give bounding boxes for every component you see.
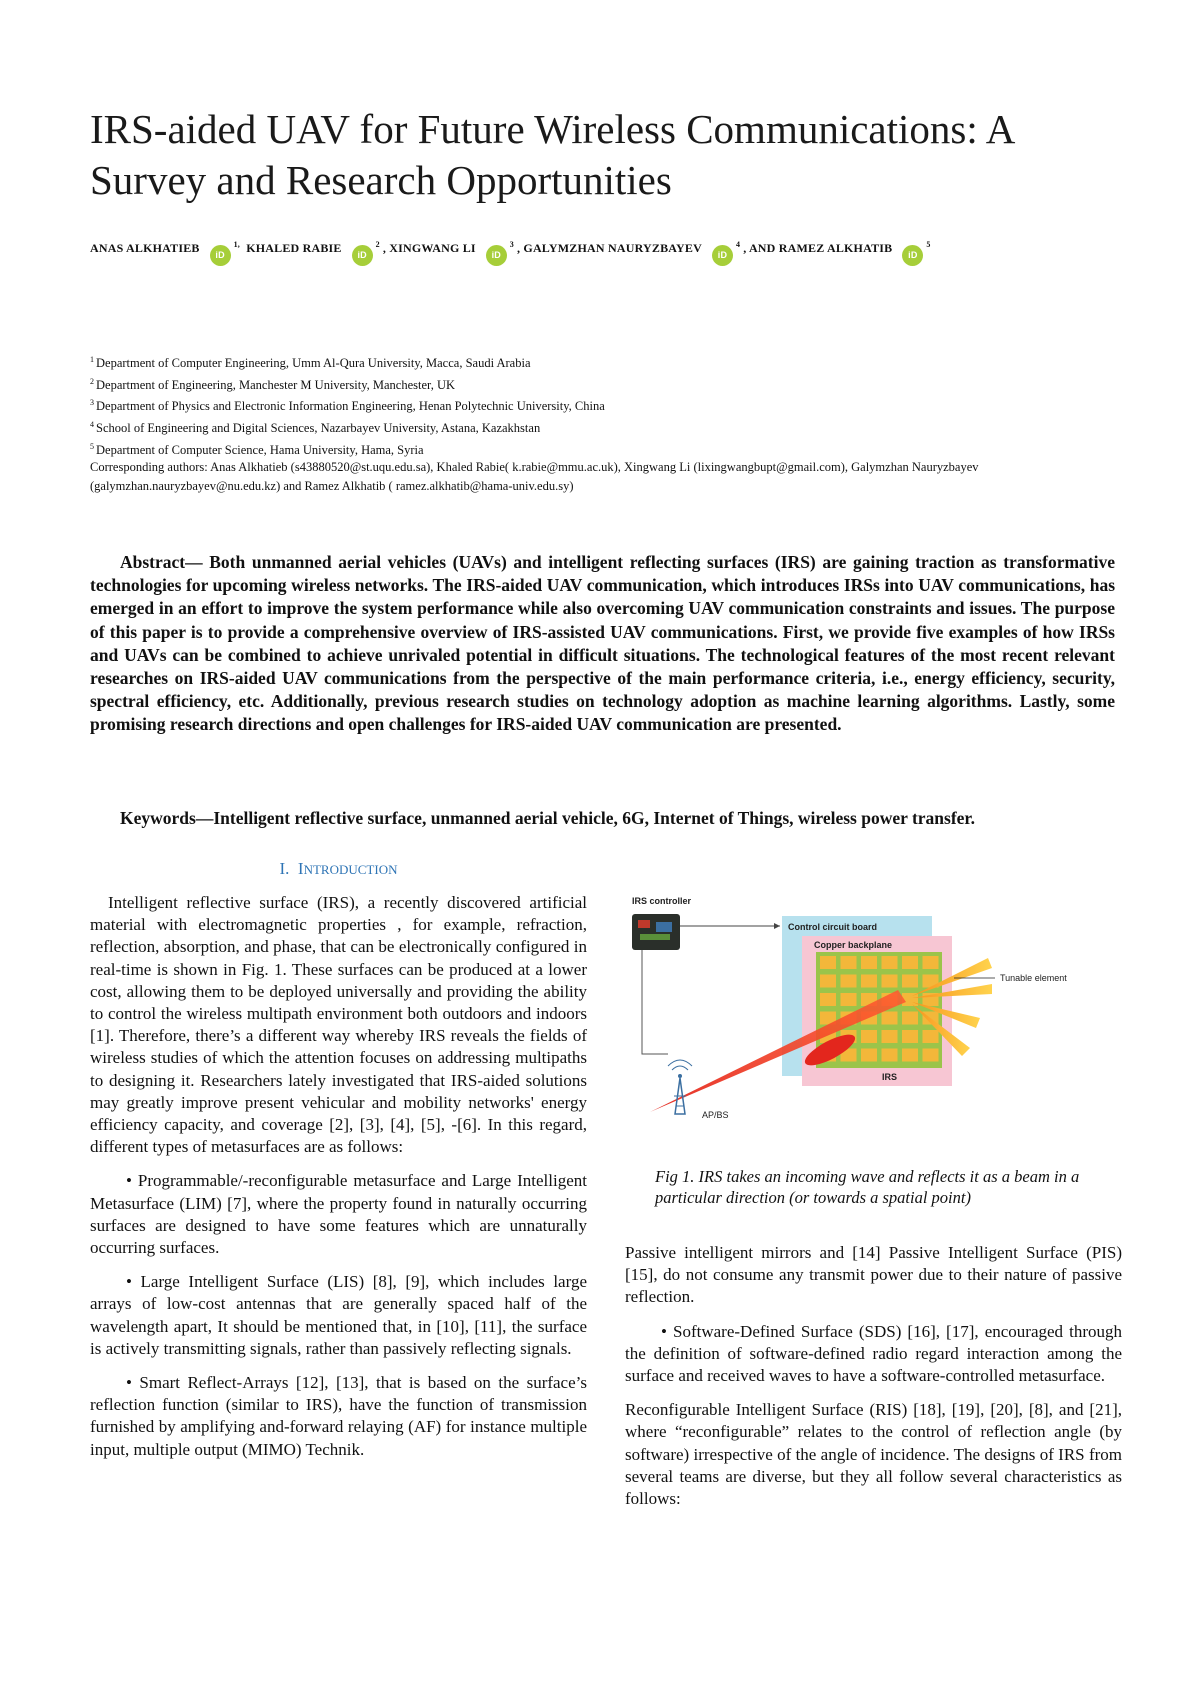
irs-tunable-element xyxy=(841,993,857,1006)
affiliation-text: School of Engineering and Digital Sciences, Nazarbayev University, Astana, Kazakhstan xyxy=(96,421,541,436)
irs-tunable-element xyxy=(902,975,918,988)
abstract: Abstract— Both unmanned aerial vehicles (UAVs) and intelligent reflecting surfaces (IRS) are gaining traction as transformative technologies for upcoming wireless networks. The IRS-aided UAV communication, which introduces IRSs into UAV communications, has emerged in an effort to improve the system performance while also overcoming UAV communication constraints and issues. The purpose of this paper is to provide a comprehensive overview of IRS-assisted UAV communications. First, we provide five examples of how IRSs and UAVs can be combined to achieve unrivaled potential in difficult situations. The technological features of the most recent relevant researches on IRS-aided UAV communications from the perspective of the main performance criteria, i.e., energy efficiency, security, spectral efficiency, etc. Additionally, previous research studies on technology adoption as machine learning algorithms. Lastly, some promising research directions and open challenges for IRS-aided UAV communication are presented. xyxy=(90,552,1115,735)
control-board-label: Control circuit board xyxy=(788,922,878,932)
irs-tunable-element xyxy=(820,956,836,969)
right-column xyxy=(625,1242,1122,1510)
copper-backplane-label: Copper backplane xyxy=(814,940,893,950)
irs-tunable-element xyxy=(882,956,898,969)
irs-tunable-element xyxy=(882,1049,898,1062)
author-affil-number: 3 xyxy=(509,240,514,249)
bullet-item: • Smart Reflect-Arrays [12], [13], that is based on the surface’s reflection function (similar to IRS), have the function of transmission furnished by amplifying and-forward relaying (AF) for instance multiple input, multiple output (MIMO) Technik. xyxy=(90,1373,587,1459)
affiliation-item xyxy=(90,373,1130,395)
affiliation-item xyxy=(90,351,1130,373)
affiliation-text: Department of Engineering, Manchester M University, Manchester, UK xyxy=(96,377,455,392)
orcid-icon[interactable]: iD xyxy=(712,245,733,266)
irs-tunable-element xyxy=(841,975,857,988)
irs-tunable-element xyxy=(861,1049,877,1062)
author-affil-number: 2 xyxy=(375,240,380,249)
irs-tunable-element xyxy=(882,1012,898,1025)
section-heading xyxy=(90,859,587,879)
author-name: RAMEZ ALKHATIB xyxy=(778,241,893,255)
irs-tunable-element xyxy=(923,1049,939,1062)
irs-tunable-element xyxy=(861,975,877,988)
section-title-rest: NTRODUCTION xyxy=(303,862,398,877)
author-separator: , xyxy=(382,241,387,255)
affiliation-list xyxy=(90,351,1130,459)
irs-tunable-element xyxy=(820,975,836,988)
board-chip xyxy=(638,920,650,928)
irs-tunable-element xyxy=(902,1030,918,1043)
orcid-icon[interactable]: iD xyxy=(210,245,231,266)
irs-tunable-element xyxy=(902,1012,918,1025)
author-affil-number: 4 xyxy=(736,240,741,249)
corresponding-authors: Corresponding authors: Anas Alkhatieb (s43880520@st.uqu.edu.sa), Khaled Rabie( k.rabie@mmu.ac.uk), Xingwang Li (lixingwangbupt@gmail.com), Galymzhan Nauryzbayev (galymzhan.nauryzbayev@nu.edu.kz) and Ramez Alkhatib ( ramez.alkhatib@hama-univ.edu.sy) xyxy=(90,460,979,493)
author-name: XINGWANG LI xyxy=(389,241,476,255)
affiliation-text: Department of Computer Engineering, Umm Al-Qura University, Macca, Saudi Arabia xyxy=(96,356,531,371)
irs-tunable-element xyxy=(902,1049,918,1062)
section-title-initial: I xyxy=(297,859,304,878)
affiliation-number: 2 xyxy=(90,376,94,386)
irs-tunable-element xyxy=(902,993,918,1006)
irs-label: IRS xyxy=(882,1072,898,1082)
author-separator: , xyxy=(517,241,521,255)
board-chip xyxy=(656,922,672,932)
body-paragraph: Passive intelligent mirrors and [14] Passive Intelligent Surface (PIS) [15], do not consume any transmit power due to their nature of passive reflection. xyxy=(625,1243,1122,1307)
affiliation-text: Department of Computer Science, Hama University, Hama, Syria xyxy=(96,442,424,457)
orcid-icon[interactable]: iD xyxy=(902,245,923,266)
ap-bs-label: AP/BS xyxy=(702,1110,729,1120)
affiliation-number: 4 xyxy=(90,419,94,429)
affiliation-number: 3 xyxy=(90,398,94,408)
irs-tunable-element xyxy=(820,993,836,1006)
section-number: I. xyxy=(279,859,290,878)
irs-tunable-element xyxy=(882,1030,898,1043)
keywords: Keywords—Intelligent reflective surface, unmanned aerial vehicle, 6G, Internet of Things, wireless power transfer. xyxy=(120,808,975,828)
irs-tunable-element xyxy=(861,956,877,969)
board-chip xyxy=(640,934,670,940)
affiliation-item xyxy=(90,416,1130,438)
body-paragraph: Reconfigurable Intelligent Surface (RIS) [18], [19], [20], [8], and [21], where “reconfigurable” relates to the control of reflection angle (by software) irrespective of the angle of incidence. The designs of IRS from several teams are diverse, but they all follow several characteristics as follows: xyxy=(625,1400,1122,1509)
affiliation-number: 1 xyxy=(90,355,94,364)
affiliation-text: Department of Physics and Electronic Information Engineering, Henan Polytechnic University, China xyxy=(96,399,605,414)
feedback-line xyxy=(642,950,668,1054)
irs-tunable-element xyxy=(923,1030,939,1043)
figure-caption: Fig 1. IRS takes an incoming wave and reflects it as a beam in a particular direction (or towards a spatial point) xyxy=(655,1167,1080,1207)
orcid-icon[interactable]: iD xyxy=(352,245,373,266)
author-separator: , AND xyxy=(743,241,779,255)
irs-tunable-element xyxy=(923,956,939,969)
tunable-element-label: Tunable element xyxy=(1000,973,1067,983)
author-name: ANAS ALKHATIEB xyxy=(90,241,200,255)
affiliation-item xyxy=(90,394,1130,416)
left-column xyxy=(90,892,587,1461)
affiliation-item xyxy=(90,438,1130,460)
author-name: GALYMZHAN NAURYZBAYEV xyxy=(523,241,702,255)
author-affil-number: 5 xyxy=(926,240,931,249)
irs-tunable-element xyxy=(841,956,857,969)
bullet-item: • Software-Defined Surface (SDS) [16], [17], encouraged through the definition of software-defined radio regard interaction among the surface and received waves to have a software-controlled metasurface. xyxy=(625,1321,1122,1386)
affiliation-number: 5 xyxy=(90,441,94,451)
bullet-item: • Programmable/-reconfigurable metasurface and Large Intelligent Metasurface (LIM) [7], where the property found in naturally occurring surfaces are designed to have some features which are unnaturally occurring surfaces. xyxy=(90,1171,587,1258)
irs-tunable-element xyxy=(902,956,918,969)
author-list xyxy=(90,240,1130,266)
irs-tunable-element xyxy=(882,975,898,988)
orcid-icon[interactable]: iD xyxy=(486,245,507,266)
author-affil-number: 1, xyxy=(233,240,241,249)
arrow-icon xyxy=(774,923,780,929)
antenna-icon xyxy=(668,1060,692,1114)
paper-title: IRS-aided UAV for Future Wireless Communications: A Survey and Research Opportunities xyxy=(90,106,1014,203)
irs-figure xyxy=(630,886,1110,1124)
bullet-item: • Large Intelligent Surface (LIS) [8], [9], which includes large arrays of low-cost antennas that are generally spaced half of the wavelength apart, It should be mentioned that, in [10], [11], the surface is actively transmitting signals, rather than passively reflecting signals. xyxy=(90,1272,587,1358)
irs-tunable-element xyxy=(861,1030,877,1043)
author-name: KHALED RABIE xyxy=(246,241,342,255)
irs-controller-label: IRS controller xyxy=(632,896,692,906)
body-paragraph: Intelligent reflective surface (IRS), a recently discovered artificial material with electromagnetic properties , for example, refraction, reflection, absorption, and phase, that can be electronically configured in real-time is shown in Fig. 1. These surfaces can be produced at a lower cost, allowing them to be deployed universally and providing the ability to control the wireless multipath environment both outdoors and indoors [1]. Therefore, there’s a different way whereby IRS reveals the fields of wireless studies of which the attention focuses on addressing multipaths to designing it. Researchers lately investigated that IRS-aided solutions may greatly improve present vehicular and mobility networks' energy efficiency capacity, and coverage [2], [3], [4], [5], -[6]. In this regard, different types of metasurfaces are as follows: xyxy=(90,893,587,1157)
